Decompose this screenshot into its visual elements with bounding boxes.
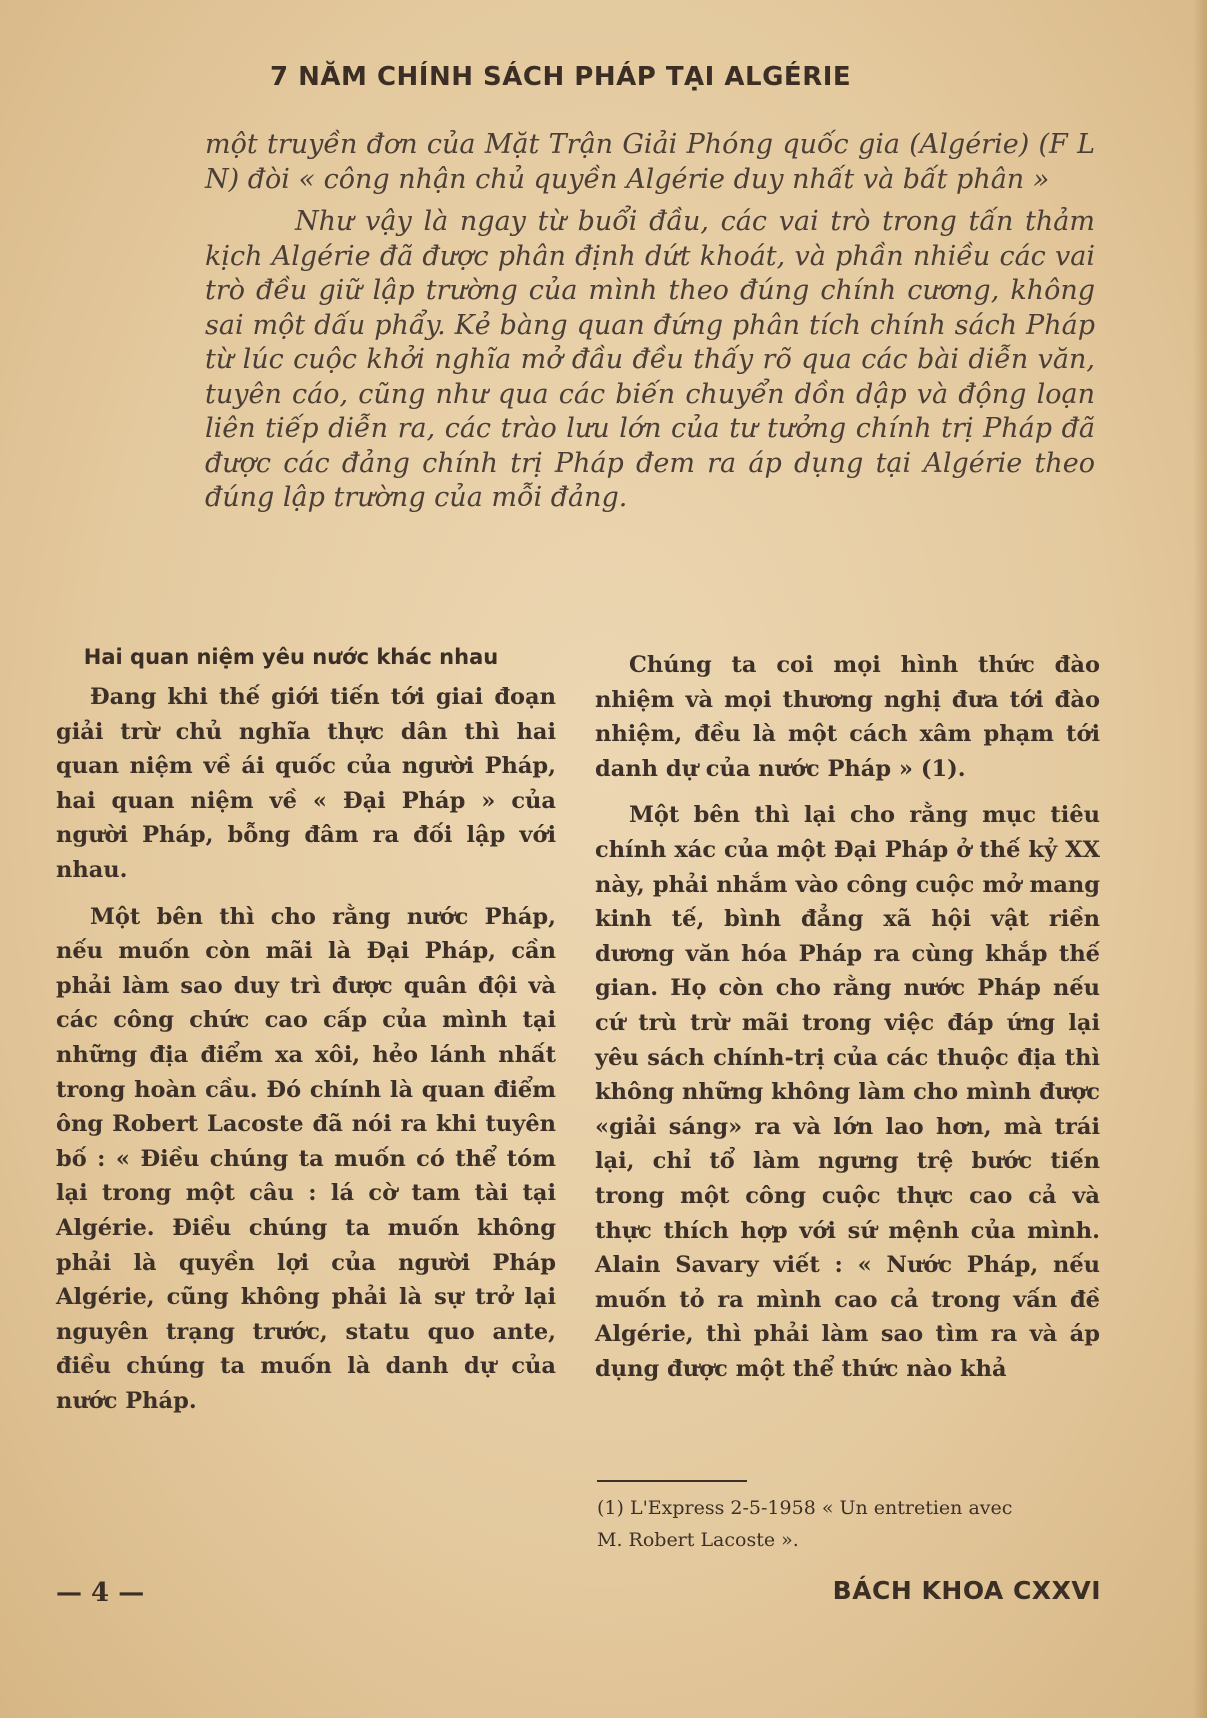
left-paragraph-2: Một bên thì cho rằng nước Pháp, nếu muốn còn mãi là Đại Pháp, cần phải làm sao duy trì được quân đội và các công chức cao cấp của mình tại những địa điểm xa xôi, hẻo lánh nhất trong hoàn cầu. Đó chính là quan điểm ông Robert Lacoste đã nói ra khi tuyên bố : « Điều chúng ta muốn có thể tóm lại trong một câu : lá cờ tam tài tại Algérie. Điều chúng ta muốn không phải là quyền lợi của người Pháp Algérie, cũng không phải là sự trở lại nguyên trạng trước, statu quo ante, điều chúng ta muốn là danh dự của nước Pháp. <box>56 903 556 1414</box>
page-edge-shadow <box>1193 0 1207 1718</box>
right-paragraph-1: Chúng ta coi mọi hình thức đào nhiệm và mọi thương nghị đưa tới đào nhiệm, đều là một cách xâm phạm tới danh dự của nước Pháp » (1). <box>595 652 1100 782</box>
page-number: — 4 — <box>56 1578 145 1608</box>
footnote-line-1: (1) L'Express 2-5-1958 « Un entretien avec <box>597 1497 1013 1519</box>
left-paragraph-1: Đang khi thế giới tiến tới giai đoạn giải trừ chủ nghĩa thực dân thì hai quan niệm về ái quốc của người Pháp, hai quan niệm về « Đại Pháp » của người Pháp, bỗng đâm ra đối lập với nhau. <box>56 684 556 883</box>
left-column <box>56 640 556 1418</box>
intro-paragraph-1: một truyền đơn của Mặt Trận Giải Phóng quốc gia (Algérie) (F L N) đòi « công nhận chủ quyền Algérie duy nhất và bất phân » <box>205 129 1095 195</box>
intro-text-block <box>205 128 1095 516</box>
footnote <box>597 1492 1102 1556</box>
footnote-divider <box>597 1480 747 1482</box>
right-paragraph-2: Một bên thì lại cho rằng mục tiêu chính xác của một Đại Pháp ở thế kỷ XX này, phải nhắm vào công cuộc mở mang kinh tế, bình đẳng xã hội vật riền dương văn hóa Pháp ra cùng khắp thế gian. Họ còn cho rằng nước Pháp nếu cứ trù trừ mãi trong việc đáp ứng lại yêu sách chính-trị của các thuộc địa thì không những không làm cho mình được «giải sáng» ra và lớn lao hơn, mà trái lại, chỉ tổ làm ngưng trệ bước tiến trong một công cuộc thực cao cả và thực thích hợp với sứ mệnh của mình. Alain Savary viết : « Nước Pháp, nếu muốn tỏ ra mình cao cả trong vấn đề Algérie, thì phải làm sao tìm ra và áp dụng được một thể thức nào khả <box>595 802 1100 1382</box>
footnote-line-2: M. Robert Lacoste ». <box>597 1529 799 1551</box>
intro-paragraph-2: Như vậy là ngay từ buổi đầu, các vai trò trong tấn thảm kịch Algérie đã được phân định dứt khoát, và phần nhiều các vai trò đều giữ lập trường của mình theo đúng chính cương, không sai một dấu phẩy. Kẻ bàng quan đứng phân tích chính sách Pháp từ lúc cuộc khởi nghĩa mở đầu đều thấy rõ qua các bài diễn văn, tuyên cáo, cũng như qua các biến chuyển dồn dập và động loạn liên tiếp diễn ra, các trào lưu lớn của tư tưởng chính trị Pháp đã được các đảng chính trị Pháp đem ra áp dụng tại Algérie theo đúng lập trường của mỗi đảng. <box>205 206 1095 513</box>
running-header-title: 7 NĂM CHÍNH SÁCH PHÁP TẠI ALGÉRIE <box>270 62 852 92</box>
right-column <box>595 648 1100 1386</box>
section-heading: Hai quan niệm yêu nước khác nhau <box>83 645 499 669</box>
publication-footer: BÁCH KHOA CXXVI <box>832 1576 1101 1605</box>
